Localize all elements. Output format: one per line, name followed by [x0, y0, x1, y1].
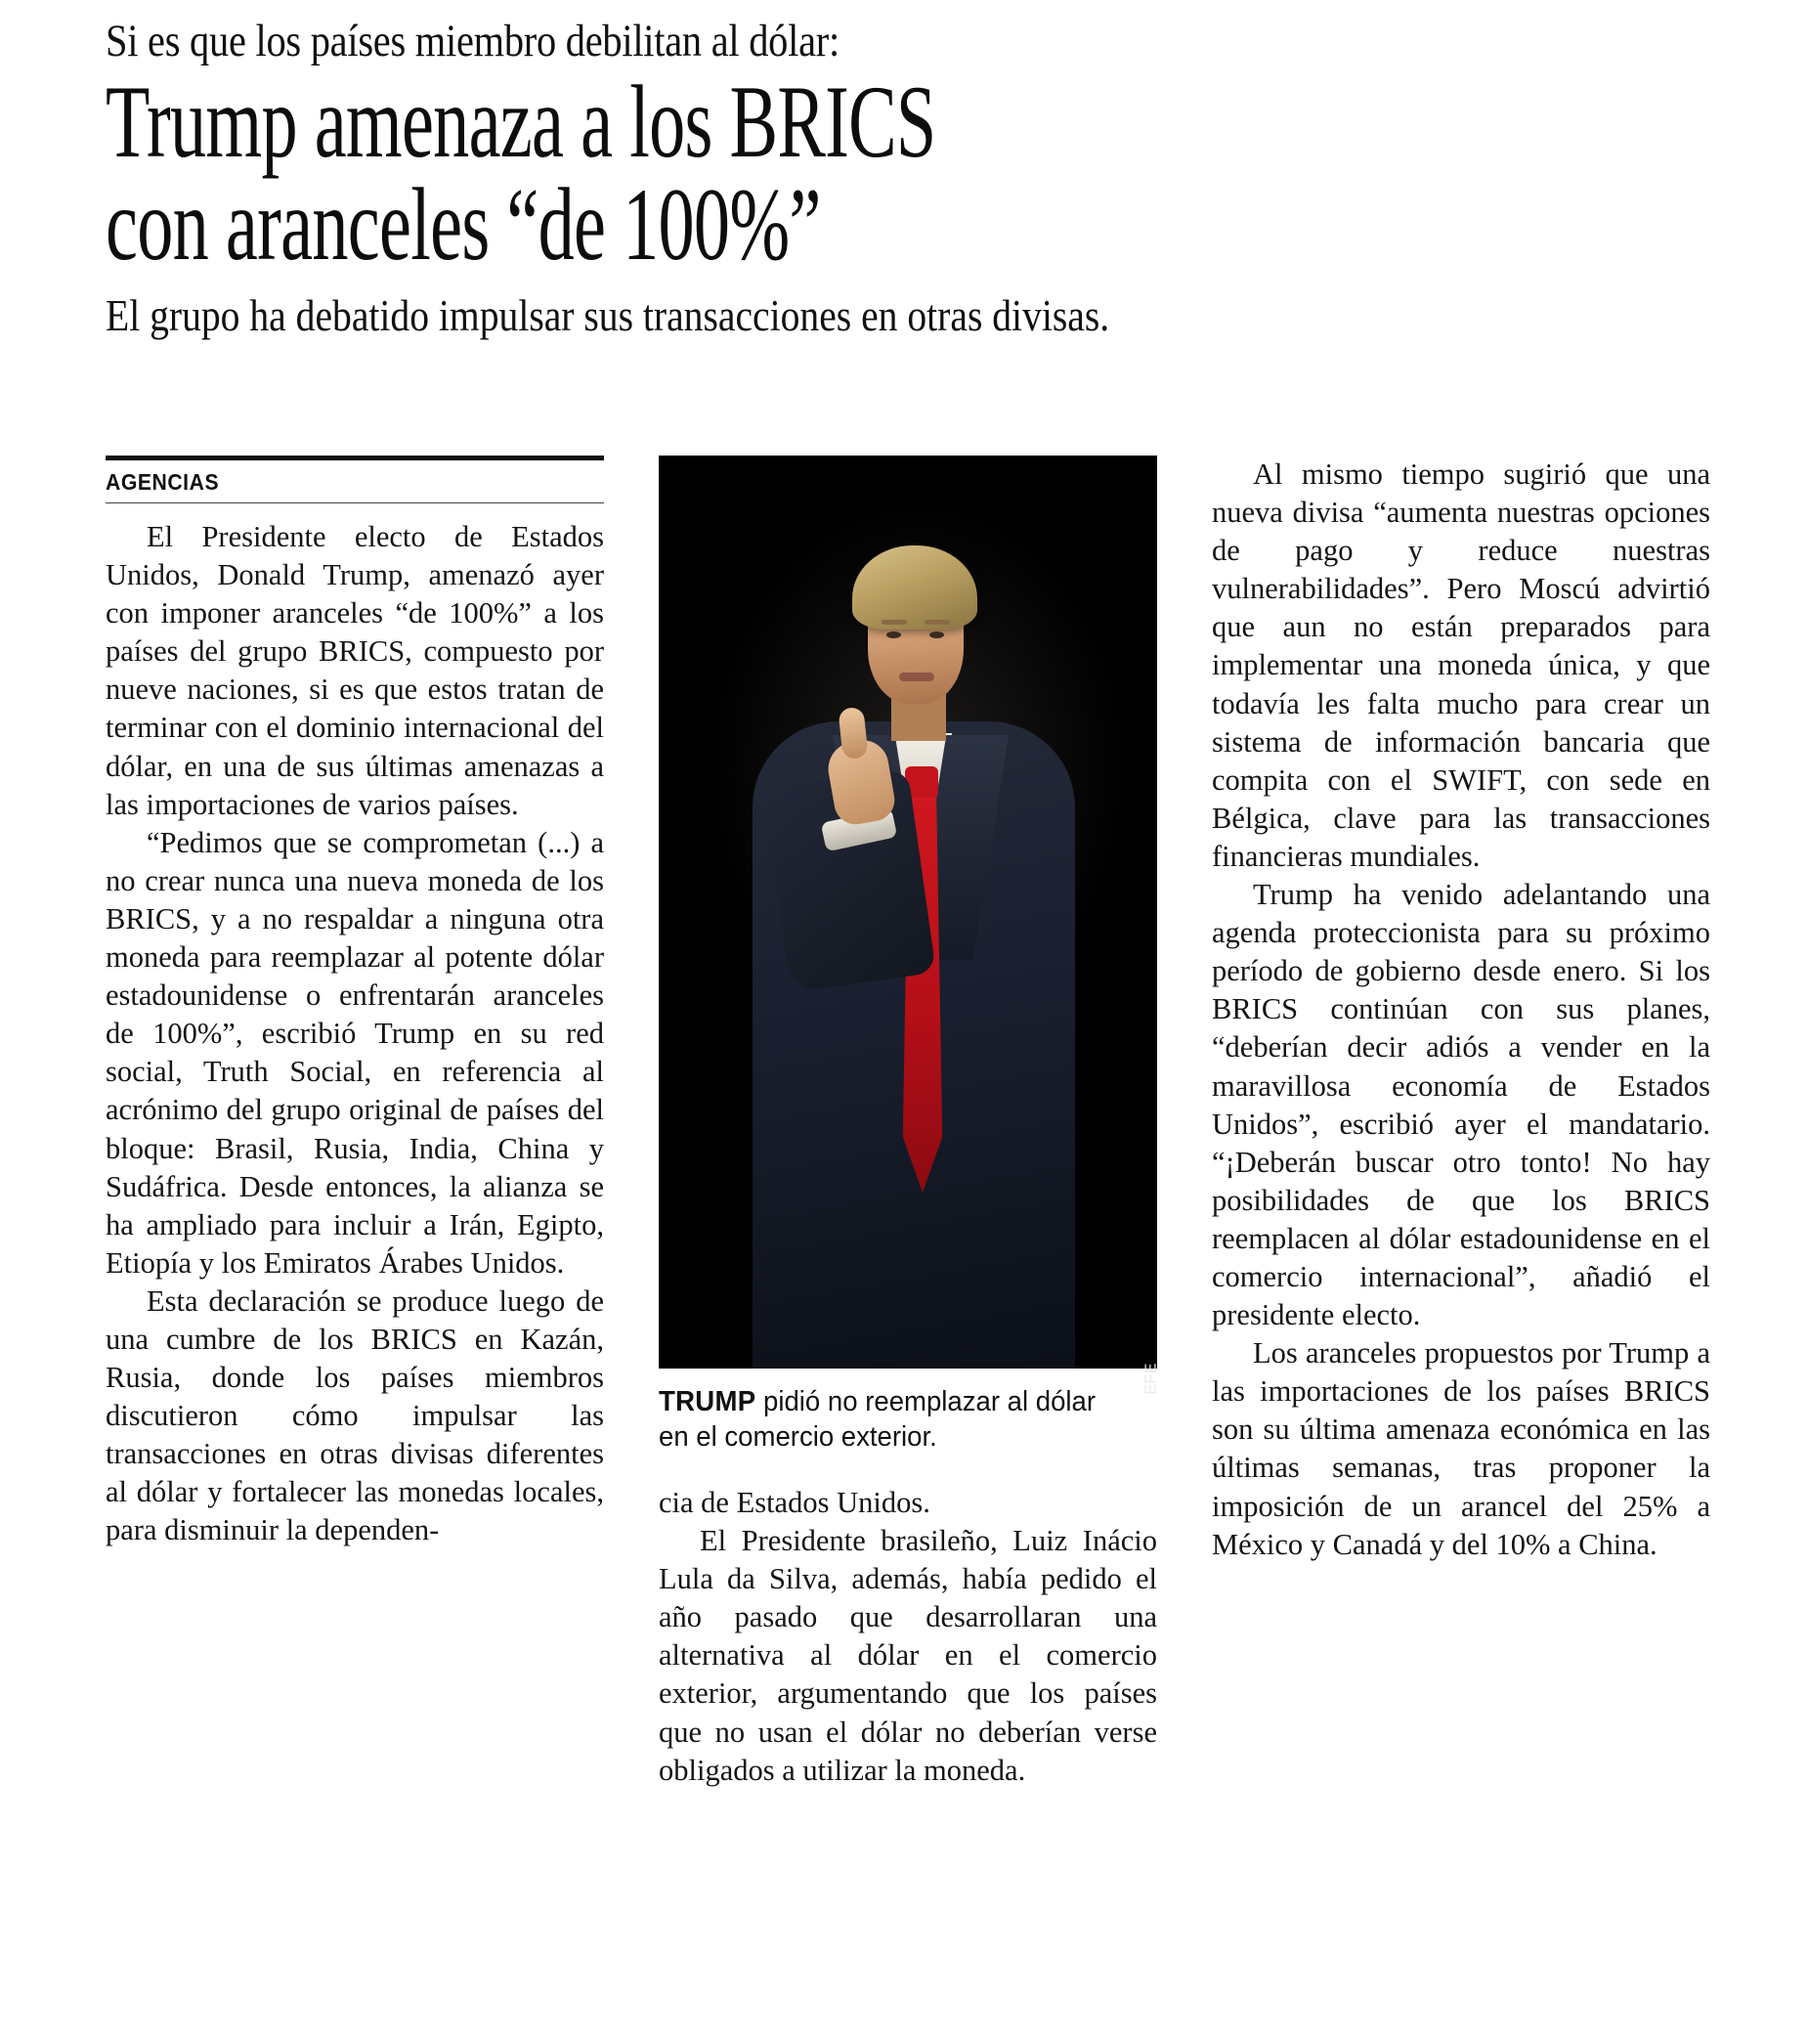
headline-line-2: con aranceles “de 100%”: [106, 166, 821, 282]
page-title: [106, 64, 1718, 282]
photo-eyebrow-right: [925, 620, 950, 625]
byline-rule-bottom: [106, 502, 604, 503]
paragraph: El Presidente electo de Estados Unidos, Donald Trump, amenazó ayer con imponer aranceles “de 100%” a los países del grupo BRICS, compuesto por nueve naciones, si es que estos tratan de terminar con el dominio internacional del dólar, en una de sus últimas amenazas a las importaciones de varios países.: [106, 520, 604, 821]
article-kicker: Si es que los países miembro debilitan al dólar:: [106, 16, 839, 66]
caption-lead: TRUMP: [659, 1386, 756, 1417]
photo-mouth: [899, 673, 934, 681]
article-columns: [106, 456, 1708, 1790]
article-photo-wrapper: [659, 456, 1160, 1395]
column-3: [1212, 456, 1710, 1790]
photo-caption: [659, 1384, 1133, 1455]
paragraph: Trump ha venido adelantando una agenda proteccionista para su próximo período de gobierno desde enero. Si los BRICS continúan con sus planes, “deberían decir adiós a vender en la maravillosa economía de Estados Unidos”, escribió ayer el mandatario. “¡Deberán buscar otro tonto! No hay posibilidades de que los BRICS reemplacen al dólar estadounidense en el comercio internacional”, añadió el presidente electo.: [1212, 878, 1710, 1332]
column-1: [106, 456, 604, 1790]
photo-eye-left: [886, 631, 901, 638]
caption-text: pidió no reemplazar al dólar en el comercio exterior.: [659, 1386, 1097, 1453]
photo-eye-right: [929, 631, 944, 638]
article-dek: El grupo ha debatido impulsar sus transacciones en otras divisas.: [106, 291, 1110, 341]
paragraph: Los aranceles propuestos por Trump a las importaciones de los países BRICS son su última amenaza económica en las últimas semanas, tras proponer la imposición de un arancel del 25% a México y Canadá y del 10% a China.: [1212, 1336, 1710, 1561]
paragraph: “Pedimos que se comprometan (...) a no crear nunca una nueva moneda de los BRICS, y a no respaldar a ninguna otra moneda para reemplazar al potente dólar estadounidense o enfrentarán aranceles de 100%”, escribió Trump en su red social, Truth Social, en referencia al acrónimo del grupo original de países del bloque: Brasil, Rusia, India, China y Sudáfrica. Desde entonces, la alianza se ha ampliado para incluir a Irán, Egipto, Etiopía y los Emiratos Árabes Unidos.: [106, 825, 604, 1280]
headline-block: [0, 0, 1808, 341]
paragraph: cia de Estados Unidos.: [659, 1486, 930, 1519]
article-photo: [659, 456, 1157, 1369]
photo-credit: EFE: [1143, 1363, 1160, 1395]
caption-spacer: [659, 1455, 1157, 1484]
column-2: [659, 456, 1160, 1790]
headline-line-1: Trump amenaza a los BRICS: [106, 64, 936, 179]
paragraph: Al mismo tiempo sugirió que una nueva divisa “aumenta nuestras opciones de pago y reduce nuestras vulnerabilidades”. Pero Moscú advirtió que aun no están preparados para implementar una moneda única, y que todavía les falta mucho para crear un sistema de información bancaria que compita con el SWIFT, con sede en Bélgica, clave para las transacciones financieras mundiales.: [1212, 457, 1710, 873]
paragraph: Esta declaración se produce luego de una cumbre de los BRICS en Kazán, Rusia, donde los países miembros discutieron cómo impulsar las transacciones en otras divisas diferentes al dólar y fortalecer las monedas locales, para disminuir la dependen-: [106, 1283, 604, 1547]
photo-eyebrow-left: [882, 620, 907, 625]
paragraph: El Presidente brasileño, Luiz Inácio Lula da Silva, además, había pedido el año pasado que desarrollaran una alternativa al dólar en el comercio exterior, argumentando que los países que no usan el dólar no deberían verse obligados a utilizar la moneda.: [659, 1524, 1157, 1787]
byline: AGENCIAS: [106, 469, 220, 495]
